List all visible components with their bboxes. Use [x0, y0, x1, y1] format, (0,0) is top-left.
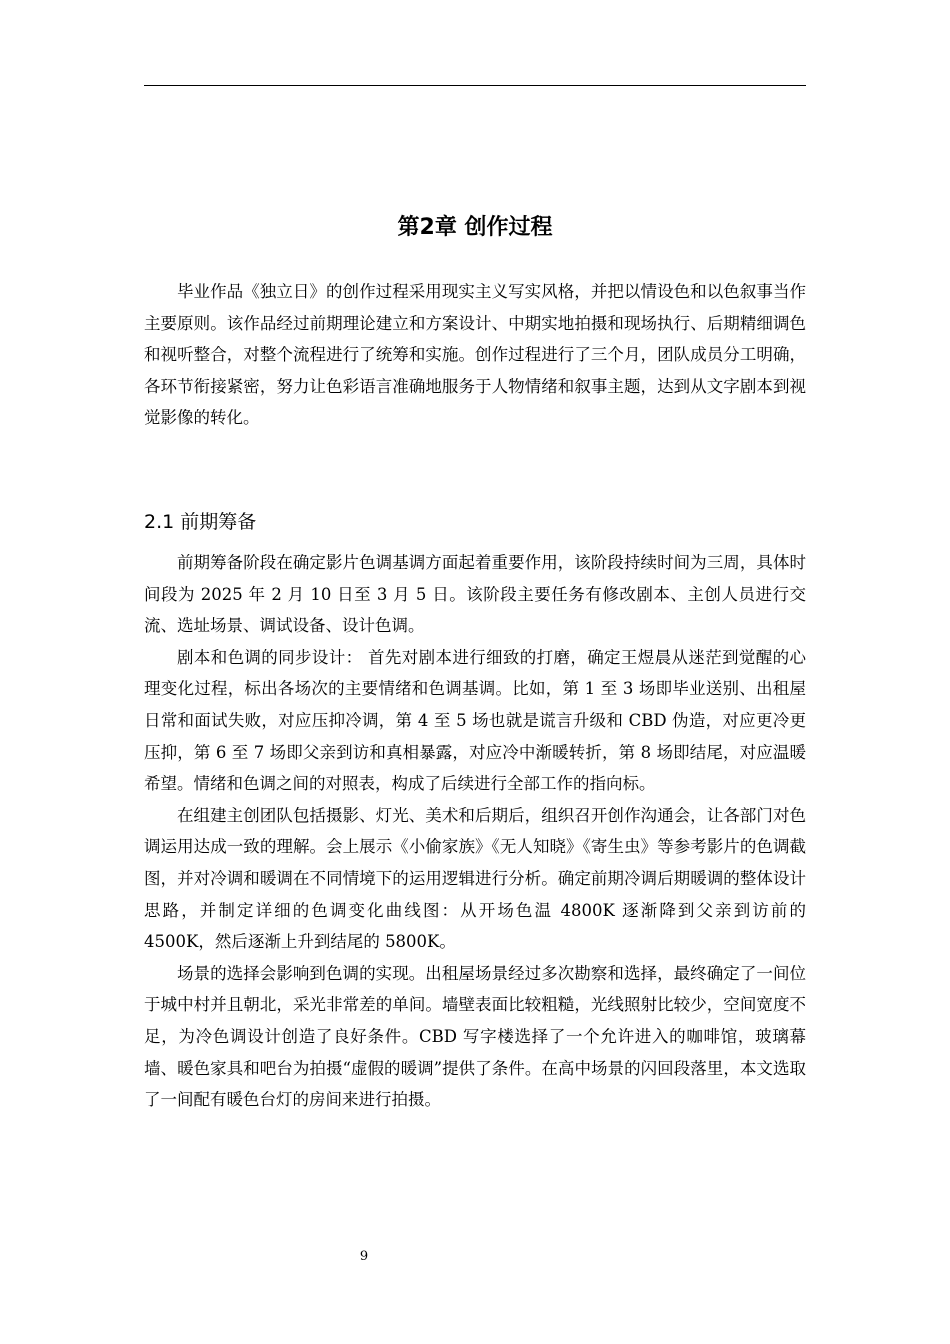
section-paragraph-4: 场景的选择会影响到色调的实现。出租屋场景经过多次勘察和选择，最终确定了一间位于城中村并且朝北，采光非常差的单间。墙壁表面比较粗糙，光线照射比较少，空间宽度不足，为冷色调设计创造了良好条件。CBD 写字楼选择了一个允许进入的咖啡馆，玻璃幕墙、暖色家具和吧台为拍摄“虚假的暖调”提供了条件。在高中场景的闪回段落里，本文选取了一间配有暖色台灯的房间来进行拍摄。	[144, 963, 806, 1110]
section-title: 2.1 前期筹备	[144, 511, 257, 533]
intro-paragraph: 毕业作品《独立日》的创作过程采用现实主义写实风格，并把以情设色和以色叙事当作主要原则。该作品经过前期理论建立和方案设计、中期实地拍摄和现场执行、后期精细调色和视听整合，对整个流程进行了统筹和实施。创作过程进行了三个月，团队成员分工明确，各环节衔接紧密，努力让色彩语言准确地服务于人物情绪和叙事主题，达到从文字剧本到视觉影像的转化。	[144, 282, 806, 428]
section-paragraph-3: 在组建主创团队包括摄影、灯光、美术和后期后，组织召开创作沟通会，让各部门对色调运用达成一致的理解。会上展示《小偷家族》《无人知晓》《寄生虫》等参考影片的色调截图，并对冷调和暖调在不同情境下的运用逻辑进行分析。确定前期冷调后期暖调的整体设计思路，并制定详细的色调变化曲线图：从开场色温 4800K 逐渐降到父亲到访前的 4500K，然后逐渐上升到结尾的 5800K。	[144, 805, 806, 952]
section-body	[144, 547, 806, 1116]
chapter-title: 第2章 创作过程	[397, 215, 553, 240]
chapter-intro	[144, 276, 806, 434]
header-rule	[144, 85, 806, 86]
section-paragraph-2: 剧本和色调的同步设计： 首先对剧本进行细致的打磨，确定王煜晨从迷茫到觉醒的心理变化过程，标出各场次的主要情绪和色调基调。比如，第 1 至 3 场即毕业送别、出租屋日常和面试失败，对应压抑冷调，第 4 至 5 场也就是谎言升级和 CBD 伪造，对应更冷更压抑，第 6 至 7 场即父亲到访和真相暴露，对应冷中渐暖转折，第 8 场即结尾，对应温暖希望。情绪和色调之间的对照表，构成了后续进行全部工作的指向标。	[144, 647, 806, 794]
page-number: 9	[359, 1249, 369, 1264]
section-paragraph-1: 前期筹备阶段在确定影片色调基调方面起着重要作用，该阶段持续时间为三周，具体时间段为 2025 年 2 月 10 日至 3 月 5 日。该阶段主要任务有修改剧本、主创人员进行交流、选址场景、调试设备、设计色调。	[144, 553, 806, 636]
